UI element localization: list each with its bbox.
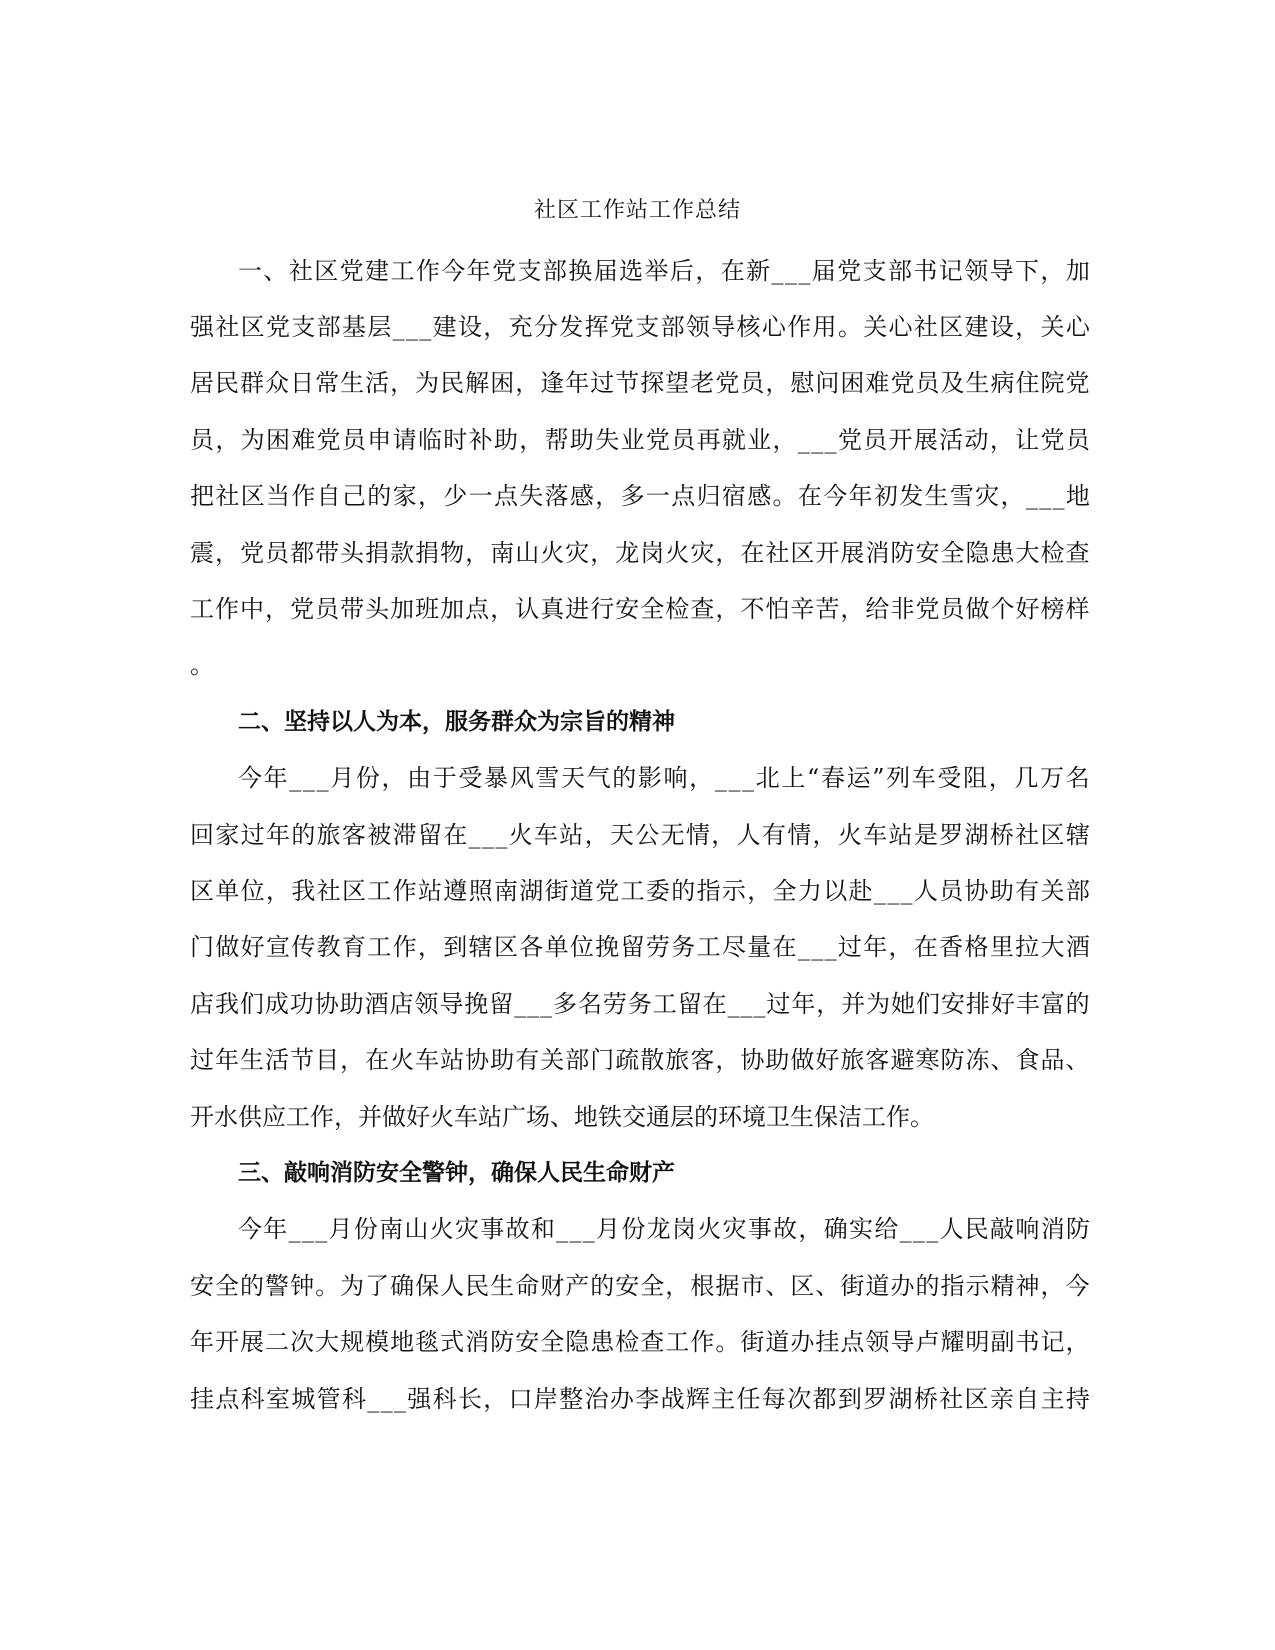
paragraph-line: 。	[190, 651, 214, 679]
paragraph-line: 把 社 区 当 作 自 己 的 家 ， 少 一 点 失 落 感 ， 多 一 点 归 宿 感 。 在 今 年 初 发 生 雪 灾 ， _ _ _ 地	[190, 482, 1090, 510]
paragraph-line: 安 全 的 警 钟 。 为 了 确 保 人 民 生 命 财 产 的 安 全 ， 根 据 市 、 区 、 街 道 办 的 指 示 精 神 ， 今	[190, 1272, 1090, 1300]
paragraph-line: 一 、 社 区 党 建 工 作 今 年 党 支 部 换 届 选 举 后 ， 在 新 _ _ _ 届 党 支 部 书 记 领 导 下 ， 加	[238, 257, 1090, 285]
paragraph-line: 年 开 展 二 次 大 规 模 地 毯 式 消 防 安 全 隐 患 检 查 工 作 。 街 道 办 挂 点 领 导 卢 耀 明 副 书 记 ，	[190, 1328, 1090, 1356]
paragraph-line: 居 民 群 众 日 常 生 活 ， 为 民 解 困 ， 逢 年 过 节 探 望 老 党 员 ， 慰 问 困 难 党 员 及 生 病 住 院 党	[190, 369, 1090, 397]
document-title: 社区工作站工作总结	[533, 198, 741, 223]
section-heading: 二、坚持以人为本，服务群众为宗旨的精神	[238, 709, 675, 735]
paragraph-line: 门 做 好 宣 传 教 育 工 作 ， 到 辖 区 各 单 位 挽 留 劳 务 工 尽 量 在 _ _ _ 过 年 ， 在 香 格 里 拉 大 酒	[190, 933, 1090, 961]
paragraph-line: 今 年 _ _ _ 月 份 南 山 火 灾 事 故 和 _ _ _ 月 份 龙 岗 火 灾 事 故 ， 确 实 给 _ _ _ 人 民 敲 响 消 防	[238, 1215, 1090, 1243]
paragraph-line: 今 年 _ _ _ 月 份 ， 由 于 受 暴 风 雪 天 气 的 影 响 ， _ _ _ 北 上 “ 春 运 ” 列 车 受 阻 ， 几 万 名	[238, 764, 1090, 792]
paragraph-line: 员 ， 为 困 难 党 员 申 请 临 时 补 助 ， 帮 助 失 业 党 员 再 就 业 ， _ _ _ 党 员 开 展 活 动 ， 让 党 员	[190, 426, 1090, 454]
paragraph-line: 强 社 区 党 支 部 基 层 _ _ _ 建 设 ， 充 分 发 挥 党 支 部 领 导 核 心 作 用 。 关 心 社 区 建 设 ， 关 心	[190, 313, 1090, 341]
paragraph-line: 工 作 中 ， 党 员 带 头 加 班 加 点 ， 认 真 进 行 安 全 检 查 ， 不 怕 辛 苦 ， 给 非 党 员 做 个 好 榜 样	[190, 595, 1090, 623]
paragraph-line: 区 单 位 ， 我 社 区 工 作 站 遵 照 南 湖 街 道 党 工 委 的 指 示 ， 全 力 以 赴 _ _ _ 人 员 协 助 有 关 部	[190, 877, 1090, 905]
paragraph-line: 开水供应工作，并做好火车站广场、地铁交通层的环境卫生保洁工作。	[190, 1103, 934, 1131]
paragraph-line: 过 年 生 活 节 目 ， 在 火 车 站 协 助 有 关 部 门 疏 散 旅 客 ， 协 助 做 好 旅 客 避 寒 防 冻 、 食 品 、	[190, 1046, 1090, 1074]
paragraph-line: 震 ， 党 员 都 带 头 捐 款 捐 物 ， 南 山 火 灾 ， 龙 岗 火 灾 ， 在 社 区 开 展 消 防 安 全 隐 患 大 检 查	[190, 539, 1090, 567]
paragraph-line: 回 家 过 年 的 旅 客 被 滞 留 在 _ _ _ 火 车 站 ， 天 公 无 情 ， 人 有 情 ， 火 车 站 是 罗 湖 桥 社 区 辖	[190, 821, 1090, 849]
paragraph-line: 店 我 们 成 功 协 助 酒 店 领 导 挽 留 _ _ _ 多 名 劳 务 工 留 在 _ _ _ 过 年 ， 并 为 她 们 安 排 好 丰 富 的	[190, 990, 1090, 1018]
section-heading: 三、敲响消防安全警钟，确保人民生命财产	[238, 1160, 675, 1186]
paragraph-line: 挂 点 科 室 城 管 科 _ _ _ 强 科 长 ， 口 岸 整 治 办 李 战 辉 主 任 每 次 都 到 罗 湖 桥 社 区 亲 自 主 持	[190, 1385, 1090, 1413]
